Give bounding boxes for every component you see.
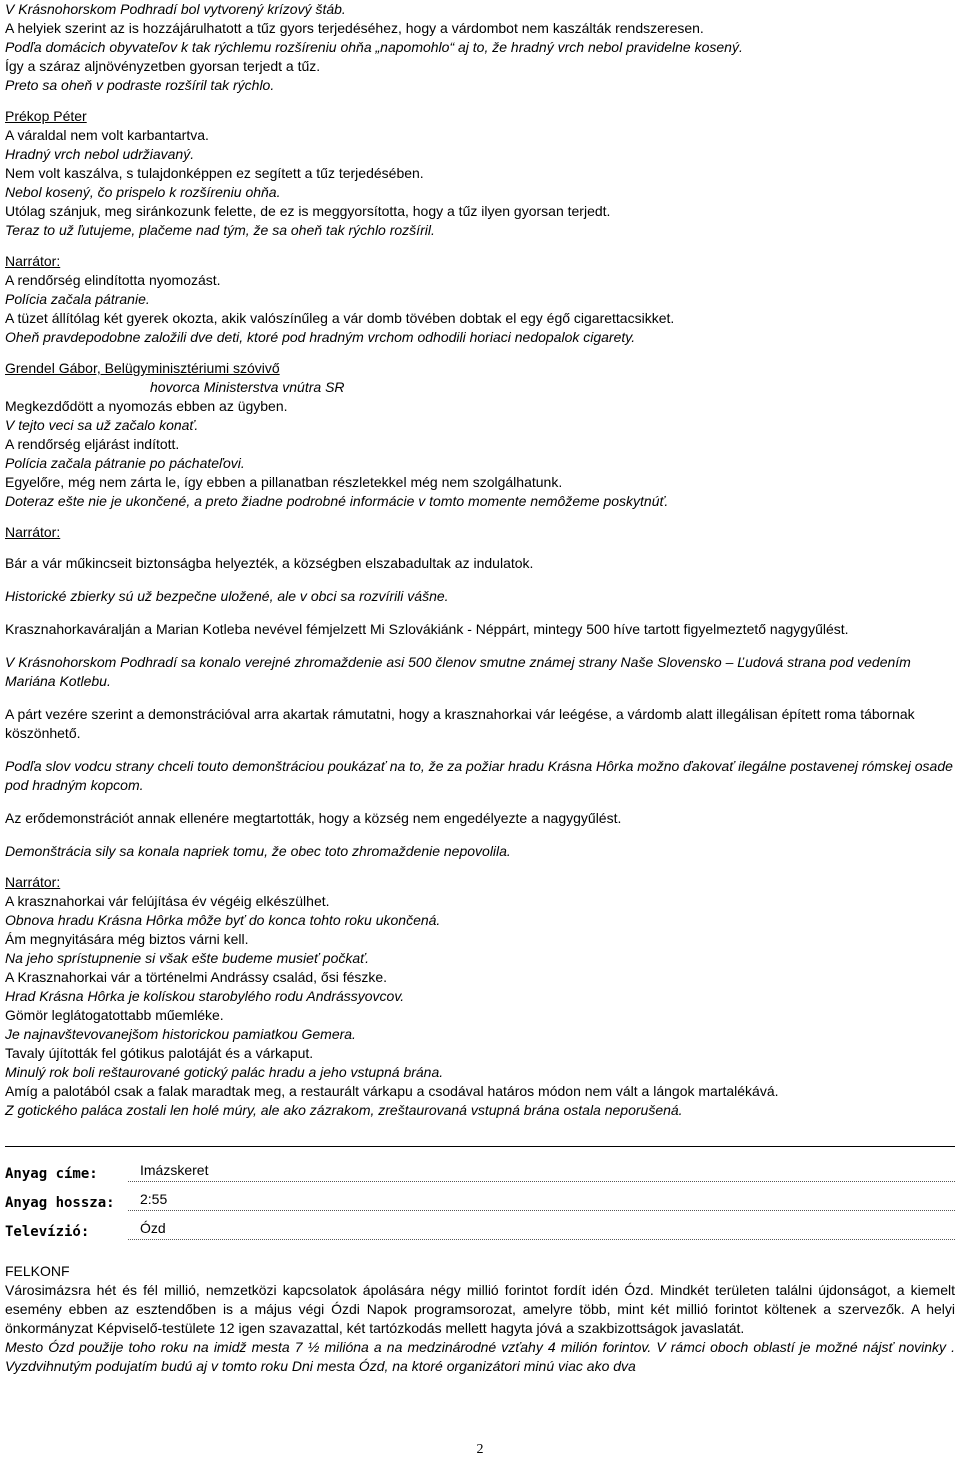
prekop-line-3: Nebol kosený, čo prispelo k rozšíreniu ohňa. bbox=[5, 184, 281, 200]
narrator-1-line-3: Oheň pravdepodobne založili dve deti, ktoré pod hradným vrchom odhodili horiaci nedopalok cigarety. bbox=[5, 329, 636, 345]
prekop-line-4: Utólag szánjuk, meg siránkozunk felette, de ez is meggyorsította, hogy a tűz ilyen gyorsan terjedt. bbox=[5, 203, 611, 219]
narrator-3-line-11: Z gotického paláca zostali len holé múry, ale ako zázrakom, zreštaurovaná vstupná brána ostala neporušená. bbox=[5, 1102, 683, 1118]
grendel-line-4: Egyelőre, még nem zárta le, így ebben a pillanatban részletekkel még nem szolgálhatunk. bbox=[5, 474, 563, 490]
grendel-line-0: Megkezdődött a nyomozás ebben az ügyben. bbox=[5, 398, 288, 414]
prekop-line-5: Teraz to už ľutujeme, plačeme nad tým, že sa oheň tak rýchlo rozšíril. bbox=[5, 222, 435, 238]
intro-line-2: Podľa domácich obyvateľov k tak rýchlemu rozšíreniu ohňa „napomohlo“ aj to, že hradný vrch nebol pravidelne kosený. bbox=[5, 39, 743, 55]
intro-lines bbox=[5, 0, 955, 95]
narrator-3-line-9: Minulý rok boli reštaurované gotický palác hradu a jeho vstupná brána. bbox=[5, 1064, 444, 1080]
narrator-2-paragraph-7: Demonštrácia sily sa konala napriek tomu, že obec toto zhromaždenie nepovolila. bbox=[5, 843, 511, 859]
narrator-2-paragraph-6: Az erődemonstrációt annak ellenére megtartották, hogy a község nem engedélyezte a nagygyűlést. bbox=[5, 810, 622, 826]
narrator-2-paragraph-2: Krasznahorkaváralján a Marian Kotleba nevével fémjelzett Mi Szlovákiánk - Néppárt, mintegy 500 híve tartott figyelmeztető nagygyűlést. bbox=[5, 621, 849, 637]
narrator-3-line-0: A krasznahorkai vár felújítása év végéig elkészülhet. bbox=[5, 893, 330, 909]
narrator-1-line-2: A tüzet állítólag két gyerek okozta, akik valószínűleg a vár domb tövében dobtak el egy égő cigarettacsikket. bbox=[5, 310, 675, 326]
meta-length-label: Anyag hossza: bbox=[5, 1195, 115, 1211]
meta-title-row bbox=[5, 1153, 955, 1182]
narrator-1-text bbox=[5, 271, 955, 347]
metadata-block bbox=[5, 1153, 955, 1240]
meta-tv-value: Ózd bbox=[128, 1220, 955, 1240]
meta-title-value: Imázskeret bbox=[128, 1162, 955, 1182]
felkonf-sk: Mesto Ózd použije toho roku na imidž mesta 7 ½ milióna a na medzinárodné vzťahy 4 milión forintov. V rámci oboch oblastí je možné nájsť novinky . Vyzdvihnutým podujatím budú aj v tomto roku Dni mesta Ózd, na ktoré organizátori minú viac ako dva bbox=[5, 1339, 955, 1374]
narrator-3-line-4: A Krasznahorkai vár a történelmi Andrássy család, ősi fészke. bbox=[5, 969, 388, 985]
grendel-quote bbox=[5, 397, 955, 511]
narrator-2-paragraph-3: V Krásnohorskom Podhradí sa konalo verejné zhromaždenie asi 500 členov smutne známej strany Naše Slovensko – Ľudová strana pod vedením Mariána Kotlebu. bbox=[5, 654, 911, 689]
narrator-2-paragraph-5: Podľa slov vodcu strany chceli touto demonštráciou poukázať na to, že za požiar hradu Krásna Hôrka možno ďakovať ilegálne postavenej rómskej osade pod hradným kopcom. bbox=[5, 758, 953, 793]
speaker-narrator-3: Narrátor: bbox=[5, 874, 61, 890]
section-divider bbox=[5, 1146, 955, 1147]
meta-tv-label: Televízió: bbox=[5, 1224, 90, 1240]
narrator-1-line-1: Polícia začala pátranie. bbox=[5, 291, 150, 307]
intro-line-1: A helyiek szerint az is hozzájárulhatott a tűz gyors terjedéséhez, hogy a várdombot nem kaszálták rendszeresen. bbox=[5, 20, 704, 36]
grendel-line-1: V tejto veci sa už začalo konať. bbox=[5, 417, 199, 433]
intro-line-4: Preto sa oheň v podraste rozšíril tak rýchlo. bbox=[5, 77, 275, 93]
intro-line-0: V Krásnohorskom Podhradí bol vytvorený krízový štáb. bbox=[5, 1, 346, 17]
speaker-prekop: Prékop Péter bbox=[5, 108, 87, 124]
meta-length-value: 2:55 bbox=[128, 1191, 955, 1211]
felkonf-heading: FELKONF bbox=[5, 1263, 70, 1279]
speaker-grendel: Grendel Gábor, Belügyminisztériumi szóvivő bbox=[5, 360, 280, 376]
narrator-3-line-3: Na jeho sprístupnenie si však ešte budeme musieť počkať. bbox=[5, 950, 369, 966]
grendel-line-2: A rendőrség eljárást indított. bbox=[5, 436, 180, 452]
speaker-grendel-title: hovorca Ministerstva vnútra SR bbox=[150, 379, 345, 395]
narrator-3-line-7: Je najnavštevovanejšom historickou pamiatkou Gemera. bbox=[5, 1026, 356, 1042]
felkonf-hu: Városimázsra hét és fél millió, nemzetközi kapcsolatok ápolására négy millió forintot fordít idén Ózd. Mindkét területen találni újdonságot, a kiemelt esemény ebben az esztendőben is a május végi Ózdi Napok programsorozat, amelyre több, mint két millió forintot költenek a szervezők. A helyi önkormányzat Képviselő-testülete 12 igen szavazattal, két tartózkodás mellett hagyta jóvá a szakbizottságok javaslatát. bbox=[5, 1282, 955, 1336]
narrator-3-text bbox=[5, 892, 955, 1120]
speaker-narrator-2: Narrátor: bbox=[5, 524, 61, 540]
narrator-1-line-0: A rendőrség elindította nyomozást. bbox=[5, 272, 221, 288]
prekop-quote bbox=[5, 126, 955, 240]
prekop-line-2: Nem volt kaszálva, s tulajdonképpen ez segített a tűz terjedésében. bbox=[5, 165, 424, 181]
grendel-line-5: Doteraz ešte nie je ukončené, a preto žiadne podrobné informácie v tomto momente nemôžeme poskytnúť. bbox=[5, 493, 669, 509]
speaker-narrator-1: Narrátor: bbox=[5, 253, 61, 269]
page-number: 2 bbox=[476, 1442, 484, 1457]
narrator-3-line-5: Hrad Krásna Hôrka je kolískou starobylého rodu Andrássyovcov. bbox=[5, 988, 405, 1004]
narrator-3-line-6: Gömör leglátogatottabb műemléke. bbox=[5, 1007, 224, 1023]
prekop-line-1: Hradný vrch nebol udržiavaný. bbox=[5, 146, 195, 162]
meta-length-row bbox=[5, 1182, 955, 1211]
meta-tv-row bbox=[5, 1211, 955, 1240]
narrator-2-text bbox=[5, 554, 955, 861]
narrator-2-paragraph-1: Historické zbierky sú už bezpečne uložené, ale v obci sa rozvírili vášne. bbox=[5, 588, 449, 604]
narrator-3-line-8: Tavaly újították fel gótikus palotáját és a várkaput. bbox=[5, 1045, 314, 1061]
intro-line-3: Így a száraz aljnövényzetben gyorsan terjedt a tűz. bbox=[5, 58, 321, 74]
narrator-2-paragraph-0: Bár a vár műkincseit biztonságba helyezték, a községben elszabadultak az indulatok. bbox=[5, 555, 534, 571]
meta-title-label: Anyag címe: bbox=[5, 1166, 98, 1182]
document-page bbox=[5, 0, 955, 1376]
narrator-3-line-2: Ám megnyitására még biztos várni kell. bbox=[5, 931, 249, 947]
prekop-line-0: A váraldal nem volt karbantartva. bbox=[5, 127, 209, 143]
narrator-2-paragraph-4: A párt vezére szerint a demonstrációval arra akartak rámutatni, hogy a krasznahorkai vár leégése, a várdomb alatt illegálisan épített roma tábornak köszönhető. bbox=[5, 706, 915, 741]
grendel-line-3: Polícia začala pátranie po páchateľovi. bbox=[5, 455, 245, 471]
narrator-3-line-10: Amíg a palotából csak a falak maradtak meg, a restaurált várkapu a csodával határos módon nem vált a lángok martalékává. bbox=[5, 1083, 779, 1099]
narrator-3-line-1: Obnova hradu Krásna Hôrka môže byť do konca tohto roku ukončená. bbox=[5, 912, 441, 928]
